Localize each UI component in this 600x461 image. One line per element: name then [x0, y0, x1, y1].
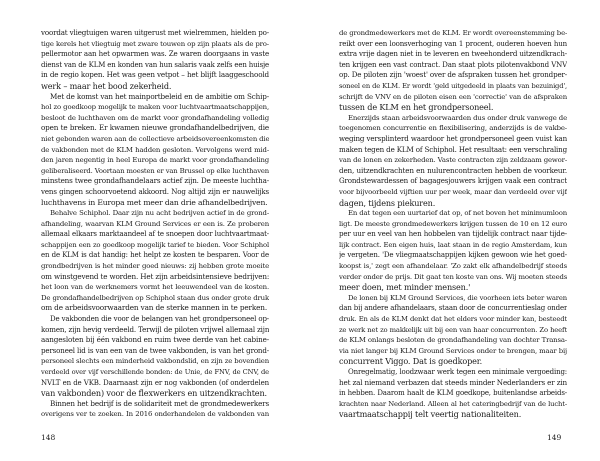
- text-line: Enerzijds staan arbeidsvoorwaarden dus onder druk vanwege de: [348, 113, 567, 122]
- text-line: minstens twee grondafhandelaars actief zijn. De meeste luchtha-: [41, 176, 269, 186]
- text-line: in de regio kopen. Het was geen vetpot – het blijft laaggeschoold: [41, 70, 269, 80]
- text-line: overigens ver te zoeken. In 2016 onderhandelen de vakbonden van: [41, 410, 269, 419]
- text-line: afhandeling, waarvan KLM Ground Services er een is. Ze proberen: [41, 219, 269, 228]
- left-page-text: [41, 28, 269, 420]
- text-line: komen, zijn hevig verdeeld. Terwijl de piloten vrijwel allemaal zijn: [41, 324, 269, 334]
- text-line: meer doen, met minder mensen.': [339, 282, 471, 293]
- text-line: van de lonen en zekerheden. Vaste contracten zijn zeldzaam gewor-: [339, 156, 567, 165]
- page-number-left: 148: [41, 433, 56, 442]
- text-line: niet gebonden waren aan de collectieve arbeidsovereenkomsten die: [41, 134, 269, 143]
- text-line: NVLT en de VKB. Daarnaast zijn er nog vakbonden (of onderdelen: [41, 378, 269, 387]
- text-line: voordat vliegtuigen waren uitgerust met wielremmen, hielden po-: [41, 28, 269, 37]
- text-line: schappijen een zo goedkoop mogelijk tarief te bieden. Voor Schiphol: [41, 240, 269, 249]
- text-line: in hebben. Daarom haalt de KLM goedkope, buitenlandse arbeids-: [339, 389, 567, 398]
- text-line: personeel lid is van een van de twee vakbonden, is van het grond-: [41, 345, 269, 355]
- text-line: het loon van de werknemers vormt het leeuwendeel van de kosten.: [41, 283, 269, 292]
- text-line: van vakbonden) voor de flexwerkers en uitzendkrachten.: [41, 388, 267, 399]
- text-line: verder onder de prijs. Dit gaat ten koste van ons. Wij moeten steeds: [339, 272, 567, 281]
- text-line: Binnen het bedrijf is de solidariteit met de grondmedewerkers: [50, 398, 269, 408]
- text-line: voor bijvoorbeeld vijftien uur per week, maar dan verdeeld over vijf: [339, 187, 567, 196]
- text-line: per uur en veel van hen hobbelen van tijdelijk contract naar tijde-: [339, 229, 567, 239]
- text-line: dagen, tijdens piekuren.: [339, 197, 436, 208]
- text-line: het zal niemand verbazen dat steeds minder Nederlanders er zin: [339, 377, 567, 387]
- text-line: werk – maar het bood zekerheid.: [41, 80, 172, 91]
- text-line: aangesloten bij één vakbond en ruim twee derde van het cabine-: [41, 335, 269, 345]
- text-line: Grondstewardessen of bagagesjouwers krijgen vaak een contract: [339, 176, 567, 186]
- text-line: de vakbonden met de KLM hadden gesloten. Vervolgens werd mid-: [41, 145, 269, 154]
- text-line: De vakbonden die voor de belangen van het grondpersoneel op-: [50, 315, 269, 324]
- text-line: den, uitzendkrachten en nulurencontracten hebben de voorkeur.: [339, 165, 567, 175]
- text-line: verdeeld over vijf verschillende bonden: de Unie, de FNV, de CNV, de: [41, 368, 269, 376]
- text-line: ze werk net zo makkelijk uit bij een van haar concurrenten. Zo heeft: [339, 325, 567, 334]
- text-line: tussen de KLM en het grondpersoneel.: [339, 102, 494, 113]
- text-line: tige kerels het vliegtuig met zware touwen op zijn plaats als de pro-: [41, 39, 269, 48]
- text-line: luchthavens in Europa met meer dan drie afhandelbedrijven.: [41, 197, 268, 207]
- text-line: Met de komst van het mainportbeleid en de ambitie om Schip-: [50, 91, 269, 101]
- text-line: De lonen bij KLM Ground Services, die voorheen iets beter waren: [348, 293, 567, 302]
- text-line: open te breken. Er kwamen nieuwe grondafhandelbedrijven, die: [41, 123, 269, 133]
- text-line: ten krijgen een vast contract. Dan staat plots pilotenvakbond VNV: [339, 60, 567, 69]
- text-line: vens gingen schoorvoetend akkoord. Nog altijd zijn er nauwelijks: [41, 186, 269, 196]
- text-line: geliberaliseerd. Voortaan moesten er van Brussel op elke luchthaven: [41, 166, 269, 175]
- text-line: Behalve Schiphol. Daar zijn nu acht bedrijven actief in de grond-: [50, 209, 269, 218]
- text-line: concurrent Viggo. Dat is goedkoper.: [339, 356, 482, 367]
- text-line: de grondmedewerkers met de KLM. Er wordt overeenstemming be-: [339, 29, 567, 37]
- text-line: soneel en de KLM. Er wordt 'geld uitgedeeld in plaats van bezuinigd',: [339, 81, 567, 90]
- text-line: Onregelmatig, loodzwaar werk tegen een minimale vergoeding:: [348, 368, 567, 376]
- text-line: lijk contract. Een eigen huis, laat staan in de regio Amsterdam, kun: [339, 240, 567, 249]
- text-line: En dat tegen een uurtarief dat op, of net boven het minimumloon: [348, 209, 567, 218]
- right-page-text: [339, 28, 567, 420]
- text-line: pellermotor aan het opwarmen was. Ze waren doorgaans in vaste: [41, 49, 269, 59]
- text-line: weging versplinterd waardoor het grondpersoneel geen vuist kan: [339, 133, 567, 143]
- text-line: via niet langer bij KLM Ground Services onder te brengen, maar bij: [339, 346, 567, 355]
- text-line: hol zo goedkoop mogelijk te maken voor luchtvaartmaatschappijen,: [41, 103, 269, 112]
- text-line: krachten naar Nederland. Alleen al het cateringbedrijf van de lucht-: [339, 399, 567, 408]
- text-line: ligt. De meeste grondmedewerkers krijgen tussen de 10 en 12 euro: [339, 219, 567, 228]
- text-line: je vergeten. 'De vliegmaatschappijen kijken gewoon wie het goed-: [339, 251, 567, 260]
- text-line: koopst is,' zegt een afhandelaar. 'Zo zakt elk afhandelbedrijf steeds: [339, 262, 567, 271]
- text-line: De grondafhandelbedrijven op Schiphol staan dus onder grote druk: [41, 293, 269, 302]
- text-line: om winstgevend te worden. Het zijn arbeidsintensieve bedrijven:: [41, 271, 269, 281]
- text-line: en de KLM is dat handig: het helpt ze kosten te besparen. Voor de: [41, 251, 269, 260]
- text-line: om de arbeidsvoorwaarden van de sterke mannen in te perken.: [41, 303, 268, 313]
- text-line: de KLM onlangs besloten de grondafhandeling van dochter Transa-: [339, 336, 567, 345]
- text-line: toegenomen concurrentie en flexibilisering, anderzijds is de vakbe-: [339, 124, 567, 133]
- page-number-right: 149: [547, 433, 562, 442]
- text-line: besloot de luchthaven om de markt voor grondafhandeling volledig: [41, 113, 269, 122]
- text-line: druk. En als de KLM denkt dat het elders voor minder kan, besteedt: [339, 315, 567, 324]
- text-line: maken tegen de KLM of Schiphol. Het resultaat: een verschraling: [339, 144, 567, 154]
- text-line: dienst van de KLM en konden van hun salaris vaak zelfs een huisje: [41, 60, 269, 69]
- text-line: personeel slechts een minderheid vakbondslid, en zijn ze bovendien: [41, 357, 269, 366]
- text-line: allemaal elkaars marktaandeel af te snoepen door luchtvaartmaat-: [41, 230, 269, 239]
- text-line: den jaren negentig in heel Europa de markt voor grondafhandeling: [41, 156, 269, 165]
- text-line: vaartmaatschappij telt veertig nationaliteiten.: [339, 409, 522, 420]
- text-line: dan bij andere afhandelaars, staan door de concurrentieslag onder: [339, 304, 567, 313]
- text-line: reikt over een loonsverhoging van 1 procent, ouderen hoeven hun: [339, 39, 567, 48]
- text-line: schrijft de VNV en de piloten eisen een 'correctie' van de afspraken: [339, 92, 567, 101]
- text-line: grondbedrijven is het minder goed nieuws: zij hebben grote moeite: [41, 262, 269, 271]
- text-line: op. De piloten zijn 'woest' over de afspraken tussen het grondper-: [339, 70, 567, 80]
- text-line: extra vrije dagen niet in te leveren en tweehonderd uitzendkrach-: [339, 49, 567, 59]
